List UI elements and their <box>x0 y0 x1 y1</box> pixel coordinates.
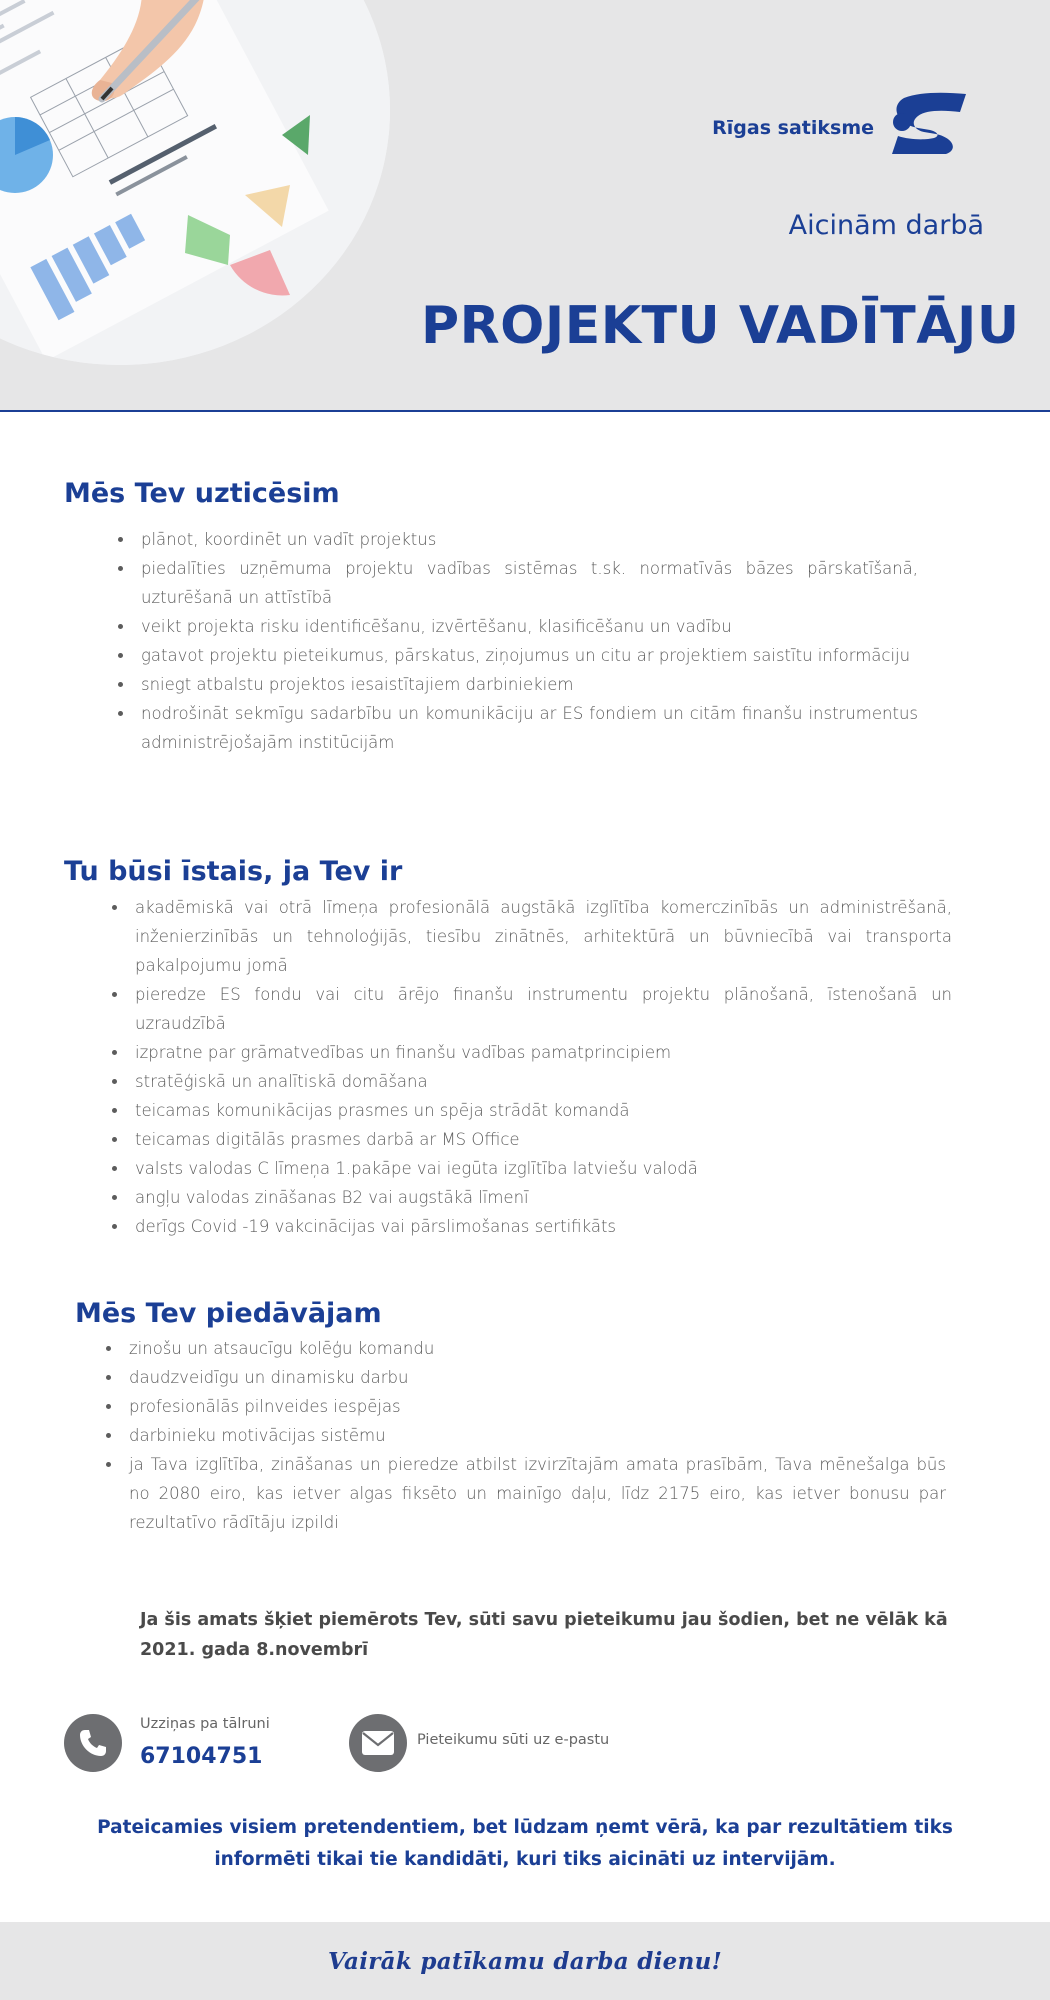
trust-list <box>116 525 918 757</box>
section-title-offer: Mēs Tev piedāvājam <box>75 1298 382 1329</box>
list-item: piedalīties uzņēmuma projektu vadības sistēmas t.sk. normatīvās bāzes pārskatīšanā, uzturēšanā un attīstībā <box>116 554 918 612</box>
list-item: darbinieku motivācijas sistēmu <box>104 1421 946 1450</box>
list-item: ja Tava izglītība, zināšanas un pieredze atbilst izvirzītajām amata prasībām, Tava mēnešalga būs no 2080 eiro, kas ietver algas fiksēto un mainīgo daļu, līdz 2175 eiro, kas ietver bonusu par rezultatīvo rādītāju izpildi <box>104 1450 946 1537</box>
job-title: PROJEKTU VADĪTĀJU <box>421 296 1020 356</box>
footer-slogan: Vairāk patīkamu darba dienu! <box>327 1947 723 1975</box>
email-contact-icon <box>349 1714 407 1772</box>
section-title-trust: Mēs Tev uzticēsim <box>64 478 340 509</box>
section-title-requirements: Tu būsi īstais, ja Tev ir <box>64 856 403 887</box>
list-item: profesionālās pilnveides iespējas <box>104 1392 946 1421</box>
envelope-icon <box>361 1730 395 1756</box>
requirements-list <box>110 893 952 1241</box>
list-item: angļu valodas zināšanas B2 vai augstākā līmenī <box>110 1183 952 1212</box>
application-deadline: Ja šis amats šķiet piemērots Tev, sūti savu pieteikumu jau šodien, bet ne vēlāk kā 2021. gada 8.novembrī <box>140 1610 948 1660</box>
hero-illustration <box>0 0 390 365</box>
phone-number[interactable]: 67104751 <box>140 1744 263 1769</box>
list-item: valsts valodas C līmeņa 1.pakāpe vai iegūta izglītība latviešu valodā <box>110 1154 952 1183</box>
list-item: stratēģiskā un analītiskā domāšana <box>110 1067 952 1096</box>
email-label: Pieteikumu sūti uz e-pastu <box>417 1732 610 1748</box>
list-item: teicamas komunikācijas prasmes un spēja strādāt komandā <box>110 1096 952 1125</box>
company-name: Rīgas satiksme <box>712 117 874 139</box>
list-item: zinošu un atsaucīgu kolēģu komandu <box>104 1334 946 1363</box>
list-item: veikt projekta risku identificēšanu, izvērtēšanu, klasificēšanu un vadību <box>116 612 918 641</box>
phone-icon <box>77 1727 109 1759</box>
offer-list <box>104 1334 946 1537</box>
footer-bar <box>0 1922 1050 2000</box>
phone-label: Uzziņas pa tālruni <box>140 1716 270 1732</box>
phone-contact-icon <box>64 1714 122 1772</box>
rigas-satiksme-logo-icon <box>890 92 970 156</box>
list-item: akadēmiskā vai otrā līmeņa profesionālā augstākā izglītība komerczinībās un administrēšanā, inženierzinībās un tehnoloģijās, tiesību zinātnēs, arhitektūrā un būvniecībā vai transporta pakalpojumu jomā <box>110 893 952 980</box>
hero-photo <box>0 0 390 365</box>
thanks-note: Pateicamies visiem pretendentiem, bet lūdzam ņemt vērā, ka par rezultātiem tiks informēti tikai tie kandidāti, kuri tiks aicināti uz intervijām. <box>97 1817 953 1870</box>
list-item: gatavot projektu pieteikumus, pārskatus, ziņojumus un citu ar projektiem saistītu informāciju <box>116 641 918 670</box>
list-item: daudzveidīgu un dinamisku darbu <box>104 1363 946 1392</box>
list-item: plānot, koordinēt un vadīt projektus <box>116 525 918 554</box>
header-subtitle: Aicinām darbā <box>788 210 984 241</box>
list-item: pieredze ES fondu vai citu ārējo finanšu instrumentu projektu plānošanā, īstenošanā un uzraudzībā <box>110 980 952 1038</box>
header-banner <box>0 0 1050 412</box>
company-logo <box>712 92 970 156</box>
list-item: sniegt atbalstu projektos iesaistītajiem darbiniekiem <box>116 670 918 699</box>
list-item: nodrošināt sekmīgu sadarbību un komunikāciju ar ES fondiem un citām finanšu instrumentus administrējošajām institūcijām <box>116 699 918 757</box>
list-item: izpratne par grāmatvedības un finanšu vadības pamatprincipiem <box>110 1038 952 1067</box>
list-item: derīgs Covid -19 vakcinācijas vai pārslimošanas sertifikāts <box>110 1212 952 1241</box>
list-item: teicamas digitālās prasmes darbā ar MS Office <box>110 1125 952 1154</box>
